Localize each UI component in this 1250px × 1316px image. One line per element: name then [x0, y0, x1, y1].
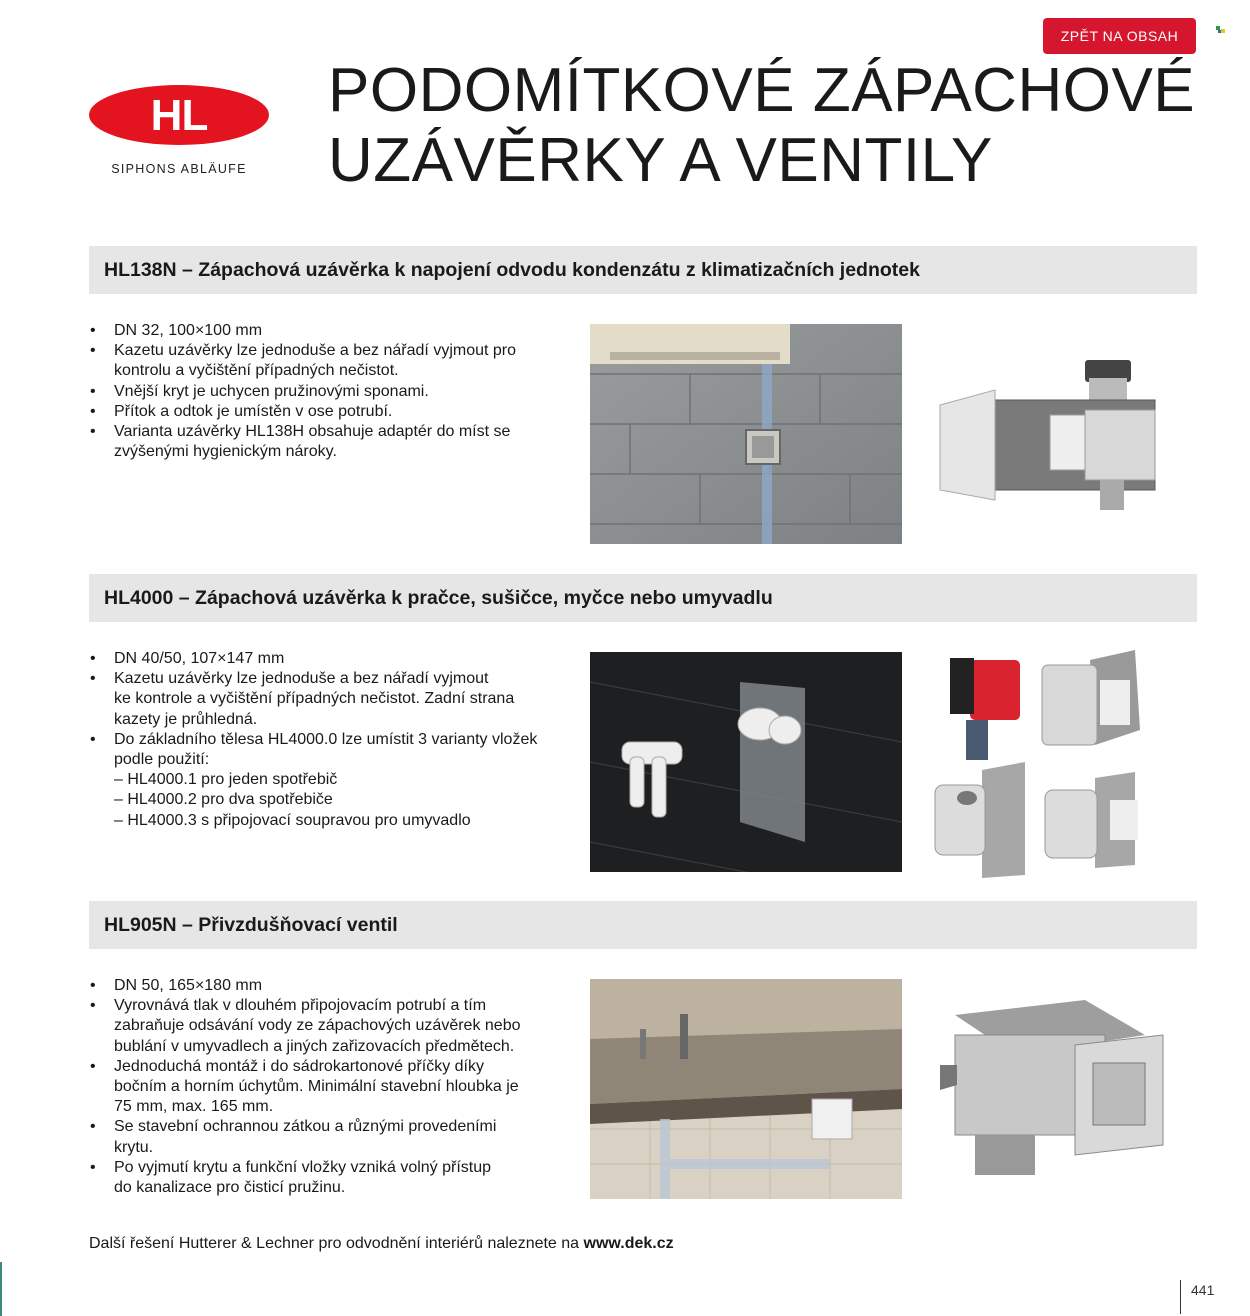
section-title: HL905N – Přivzdušňovací ventil — [104, 914, 398, 936]
hl905n-product-image — [935, 995, 1165, 1180]
hl4000-installation-photo — [590, 652, 902, 872]
list-item: • Po vyjmutí krytu a funkční vložky vzniká volný přístup — [90, 1158, 520, 1178]
section-title: HL4000 – Zápachová uzávěrka k pračce, sušičce, myčce nebo umyvadlu — [104, 587, 773, 609]
svg-text:HL: HL — [150, 91, 208, 140]
list-item: – HL4000.1 pro jeden spotřebič — [114, 771, 338, 789]
feature-list-hl138n — [90, 321, 516, 462]
hl4000-product-variants-image — [930, 650, 1165, 878]
list-item: • Kazetu uzávěrky lze jednoduše a bez nářadí vyjmout — [90, 669, 537, 689]
list-item: • Vnější kryt je uchycen pružinovými sponami. — [90, 382, 516, 402]
hl138n-installation-photo — [590, 324, 902, 544]
list-item: • Varianta uzávěrky HL138H obsahuje adaptér do míst se — [90, 422, 516, 442]
list-item: kazety je průhledná. — [114, 710, 258, 728]
list-item: • Jednoduchá montáž i do sádrokartonové příčky díky — [90, 1057, 520, 1077]
section-heading-hl138n — [89, 246, 1197, 294]
list-item: • Kazetu uzávěrky lze jednoduše a bez nářadí vyjmout pro — [90, 341, 516, 361]
back-to-contents-button[interactable]: ZPĚT NA OBSAH — [1043, 18, 1196, 54]
list-item: • Do základního tělesa HL4000.0 lze umístit 3 varianty vložek — [90, 730, 537, 750]
section-title: HL138N – Zápachová uzávěrka k napojení odvodu kondenzátu z klimatizačních jednotek — [104, 259, 920, 281]
list-item: krytu. — [114, 1138, 154, 1156]
page-title — [328, 56, 1208, 196]
list-item: 75 mm, max. 165 mm. — [114, 1098, 274, 1116]
list-item: – HL4000.3 s připojovací soupravou pro umyvadlo — [114, 811, 471, 829]
title-line-1: PODOMÍTKOVÉ ZÁPACHOVÉ — [328, 56, 1196, 125]
page-number: 441 — [1180, 1280, 1214, 1314]
brand-tagline: SIPHONS ABLÄUFE — [111, 162, 247, 176]
section-heading-hl905n — [89, 901, 1197, 949]
list-item: podle použití: — [114, 751, 210, 769]
footer-text: Další řešení Hutterer & Lechner pro odvodnění interiérů naleznete na — [89, 1235, 580, 1252]
feature-list-hl905n — [90, 976, 520, 1198]
list-item: bočním a horním úchytům. Minimální stavební hloubka je — [114, 1078, 519, 1096]
hl138n-product-image — [935, 360, 1165, 515]
list-item: – HL4000.2 pro dva spotřebiče — [114, 791, 333, 809]
feature-list-hl4000 — [90, 649, 537, 831]
dek-website-link[interactable]: www.dek.cz — [583, 1235, 674, 1252]
list-item: bublání v umyvadlech a jiných zařizovacích předmětech. — [114, 1037, 515, 1055]
list-item: • Vyrovnává tlak v dlouhém připojovacím potrubí a tím — [90, 996, 520, 1016]
section-heading-hl4000 — [89, 574, 1197, 622]
hl-logo — [88, 84, 270, 146]
list-item: • Se stavební ochrannou zátkou a různými provedeními — [90, 1117, 520, 1137]
hl905n-installation-photo — [590, 979, 902, 1199]
list-item: • DN 40/50, 107×147 mm — [90, 649, 537, 669]
list-item: do kanalizace pro čisticí pružinu. — [114, 1179, 346, 1197]
list-item: ke kontrole a vyčištění případných nečistot. Zadní strana — [114, 690, 515, 708]
list-item: kontrolu a vyčištění případných nečistot. — [114, 362, 399, 380]
list-item: • DN 50, 165×180 mm — [90, 976, 520, 996]
title-line-2: UZÁVĚRKY A VENTILY — [328, 126, 993, 195]
edge-marker — [0, 1262, 2, 1316]
list-item: • Přítok a odtok je umístěn v ose potrubí. — [90, 402, 516, 422]
footer-note — [89, 1235, 674, 1253]
color-marks-icon — [1216, 26, 1228, 34]
list-item: zabraňuje odsávání vody ze zápachových uzávěrek nebo — [114, 1017, 521, 1035]
list-item: • DN 32, 100×100 mm — [90, 321, 516, 341]
list-item: zvýšenými hygienickým nároky. — [114, 443, 337, 461]
